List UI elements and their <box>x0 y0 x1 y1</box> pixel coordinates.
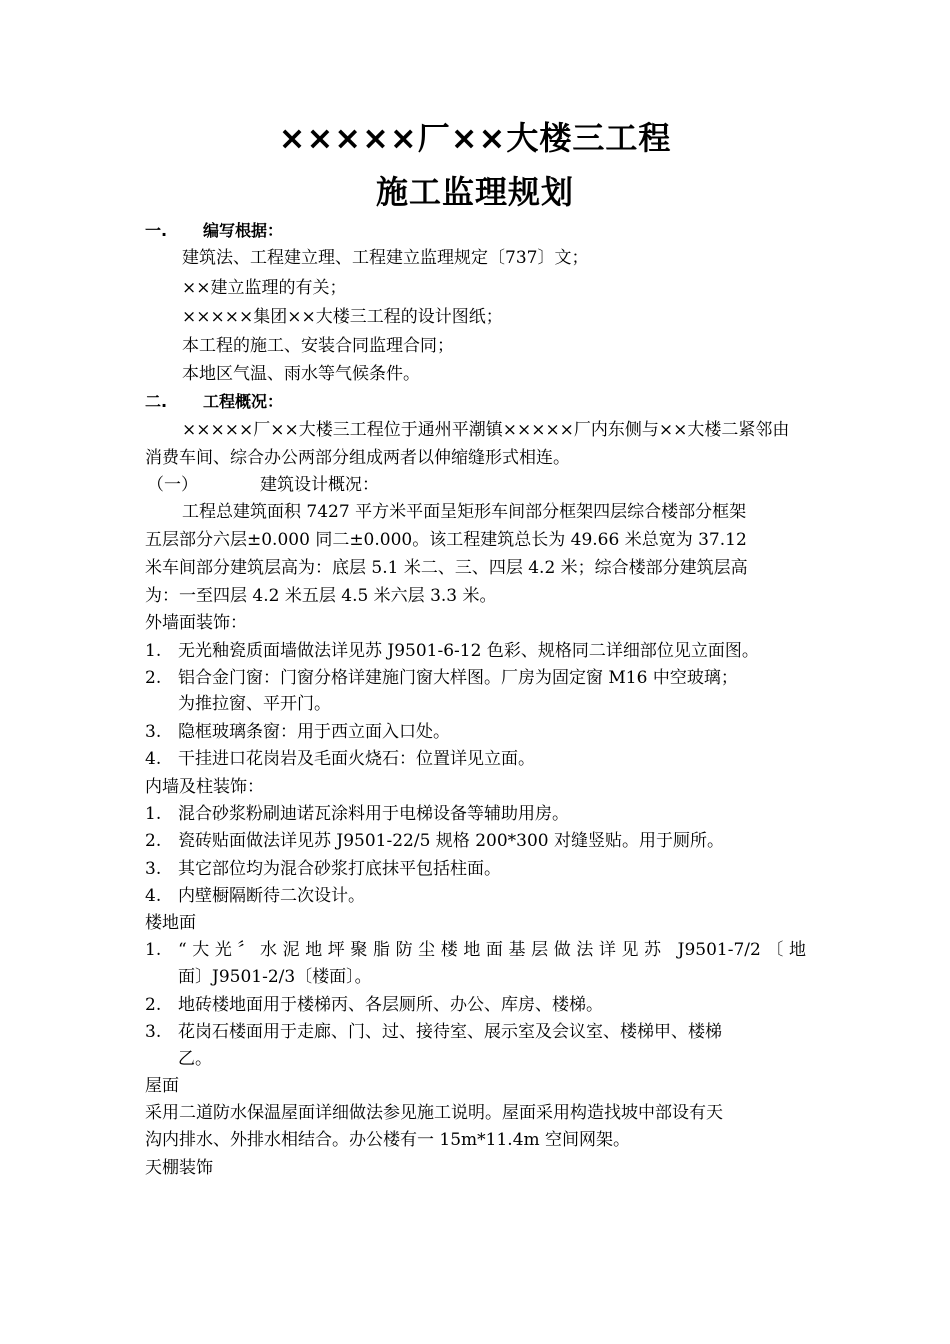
section1-item: ×××××集团××大楼三工程的设计图纸； <box>182 307 503 327</box>
list-item-text: “大光〞水泥地坪聚脂防尘楼地面基层做法详见苏 J9501-7/2〔地 <box>178 940 806 960</box>
design-line: 工程总建筑面积 7427 平方米平面呈矩形车间部分框架四层综合楼部分框架 <box>182 502 747 522</box>
section1-item: 本地区气温、雨水等气候条件。 <box>182 364 420 384</box>
list-item-text: 其它部位均为混合砂浆打底抹平包括柱面。 <box>178 859 501 879</box>
floor-label: 楼地面 <box>145 913 196 933</box>
list-item-text: 地砖楼地面用于楼梯丙、各层厕所、办公、库房、楼梯。 <box>178 995 603 1015</box>
overview-line: ×××××厂××大楼三工程位于通州平潮镇×××××厂内东侧与××大楼二紧邻由 <box>182 420 790 440</box>
list-number: 4. <box>145 749 162 769</box>
roof-label: 屋面 <box>145 1076 179 1096</box>
section1-number: 一. <box>145 221 168 240</box>
list-number: 1. <box>145 641 162 661</box>
list-item-text: 面〕J9501-2/3〔楼面〕。 <box>178 967 372 987</box>
section1-item: 建筑法、工程建立理、工程建立监理规定〔737〕文； <box>182 248 589 268</box>
list-number: 4. <box>145 886 162 906</box>
document-title-line1: ×××××厂××大楼三工程 <box>278 119 672 157</box>
ceiling-label: 天棚装饰 <box>145 1158 213 1178</box>
list-item-text: 隐框玻璃条窗：用于西立面入口处。 <box>178 722 450 742</box>
subsection-heading: 建筑设计概况： <box>260 475 379 495</box>
section2-heading: 工程概况： <box>203 392 284 411</box>
list-item-text: 干挂进口花岗岩及毛面火烧石：位置详见立面。 <box>178 749 535 769</box>
roof-line: 采用二道防水保温屋面详细做法参见施工说明。屋面采用构造找坡中部设有天 <box>145 1103 723 1123</box>
list-item-text: 内壁橱隔断待二次设计。 <box>178 886 365 906</box>
list-item-text: 为推拉窗、平开门。 <box>178 694 331 714</box>
list-item-text: 无光釉瓷质面墙做法详见苏 J9501-6-12 色彩、规格同二详细部位见立面图。 <box>178 641 759 661</box>
list-number: 2. <box>145 831 162 851</box>
list-item-text: 乙。 <box>178 1049 212 1069</box>
design-line: 为：一至四层 4.2 米五层 4.5 米六层 3.3 米。 <box>145 586 497 606</box>
list-number: 1. <box>145 940 162 960</box>
list-number: 3. <box>145 859 162 879</box>
design-line: 米车间部分建筑层高为：底层 5.1 米二、三、四层 4.2 米；综合楼部分建筑层高 <box>145 558 748 578</box>
list-item-text: 铝合金门窗：门窗分格详建施门窗大样图。厂房为固定窗 M16 中空玻璃； <box>178 668 738 688</box>
section2-number: 二. <box>145 392 168 411</box>
list-number: 2. <box>145 668 162 688</box>
design-line: 五层部分六层±0.000 同二±0.000。该工程建筑总长为 49.66 米总宽为 37.12 <box>145 530 747 550</box>
section1-item: 本工程的施工、安装合同监理合同； <box>182 336 454 356</box>
list-item-text: 混合砂浆粉刷迪诺瓦涂料用于电梯设备等辅助用房。 <box>178 804 569 824</box>
exterior-label: 外墙面装饰： <box>145 613 247 633</box>
subsection-number: （一） <box>147 475 198 495</box>
list-number: 1. <box>145 804 162 824</box>
document-title-line2: 施工监理规划 <box>375 173 574 211</box>
roof-line: 沟内排水、外排水相结合。办公楼有一 15m*11.4m 空间网架。 <box>145 1130 631 1150</box>
list-number: 2. <box>145 995 162 1015</box>
list-number: 3. <box>145 722 162 742</box>
section1-heading: 编写根据： <box>203 221 284 240</box>
list-item-text: 瓷砖贴面做法详见苏 J9501-22/5 规格 200*300 对缝竖贴。用于厕所。 <box>178 831 725 851</box>
interior-label: 内墙及柱装饰： <box>145 777 264 797</box>
overview-line: 消费车间、综合办公两部分组成两者以伸缩缝形式相连。 <box>145 448 570 468</box>
section1-item: ××建立监理的有关； <box>182 278 347 298</box>
list-item-text: 花岗石楼面用于走廊、门、过、接待室、展示室及会议室、楼梯甲、楼梯 <box>178 1022 722 1042</box>
list-number: 3. <box>145 1022 162 1042</box>
